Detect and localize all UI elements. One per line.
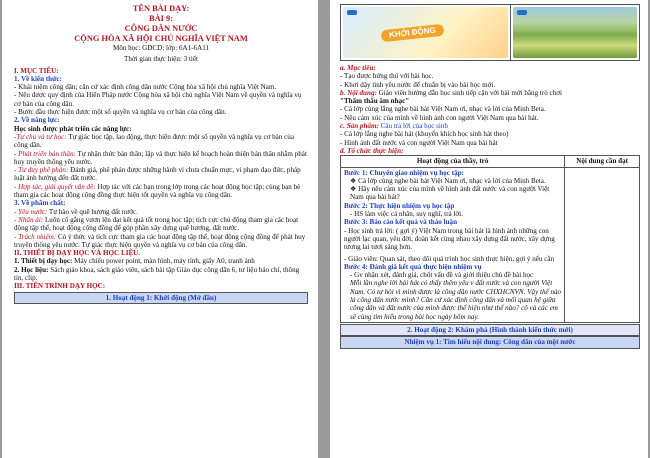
lesson-name-label: TÊN BÀI DẠY: <box>132 4 190 13</box>
task-1-header: Nhiệm vụ 1: Tìm hiểu nội dung: Công dân của một nước <box>340 336 640 348</box>
table-header-content: Nội dung cần đạt <box>565 156 640 167</box>
organization-label: d. Tổ chức thực hiện: <box>340 146 404 155</box>
subsection-qualities: 3. Về phẩm chất: <box>14 199 66 208</box>
equipment-item: 1. Thiết bị dạy học: Máy chiếu power point, màn hình, máy tính, giấy A0, tranh ảnh <box>14 257 255 266</box>
step-3-title: Bước 3: Báo cáo kết quả và thảo luận <box>344 218 458 227</box>
game-name: "Thẩm thấu âm nhạc" <box>340 97 410 106</box>
content-item: - Nêu cảm xúc của mình về hình ảnh con người Việt Nam qua bài hát. <box>340 113 539 122</box>
competence-item: - Hợp tác, giải quyết vấn đề: Hợp tác với các bạn trong lớp trong các hoạt động học tập; cùng bạn bè tham gia các hoạt động cộng đồng thực hiện tốt quyền và nghĩa vụ công dân. <box>14 182 301 200</box>
warmup-slide-image <box>343 7 508 58</box>
step-1-title: Bước 1: Chuyển giao nhiệm vụ học tập: <box>344 168 464 177</box>
subject-info: Môn học: GDCD; lớp: 6A1-6A11 <box>112 44 210 52</box>
page-left <box>2 0 318 458</box>
section-equipment: II. THIẾT BỊ DẠY HỌC VÀ HỌC LIỆU. <box>14 249 141 258</box>
competence-item: -Tự chủ và tự học: Tự giác học tập, lao động, thực hiện được một số quyền và nghĩa vụ cơ bản của công dân. <box>14 132 294 150</box>
duration-info: Thời gian thực hiện: 3 tiết <box>124 55 198 64</box>
activity-table <box>340 155 640 323</box>
product-line: c. Sản phẩm: Câu trả lời của học sinh <box>340 122 448 131</box>
step-item: - Gv nhận xét, đánh giá, chốt vấn đề và giới thiệu chủ đề bài học <box>350 271 534 280</box>
page-right <box>330 0 648 458</box>
lesson-title-1: CÔNG DÂN NƯỚC <box>124 24 198 33</box>
materials-item: 2. Học liệu: Sách giáo khoa, sách giáo viên, sách bài tập Giáo dục công dân 6, tư liệu báo chí, thông tin, clip. <box>14 265 300 283</box>
content-line: b. Nội dung: Giáo viên hướng dẫn học sinh tiếp cận với bài mới bằng trò chơi <box>340 88 562 97</box>
lesson-number: BÀI 9: <box>149 14 173 23</box>
logo-icon <box>517 10 527 15</box>
table-header-activities: Hoạt động của thầy, trò <box>341 156 565 167</box>
content-item: - Cả lớp cùng lắng nghe bài hát Việt Nam ơi, nhạc và lời của Minh Beta. <box>340 105 546 114</box>
rice-terrace-image <box>513 7 637 58</box>
table-cell-content <box>565 167 640 322</box>
activity-2-header: 2. Hoạt động 2: Khám phá (Hình thành kiến thức mới) <box>340 324 640 336</box>
media-row <box>340 4 640 61</box>
step-item: - Giáo viên: Quan sát, theo dõi quá trình học sinh thực hiện, gợi ý nếu cần <box>344 254 555 263</box>
quality-item: - Trách nhiệm: Có ý thức và tích cực tham gia các hoạt động tập thể, hoạt động cộng đồng để phát huy truyền thống yêu nước. Tự giác thực hiện quyền và nghĩa vụ cơ bản của công dân. <box>14 232 306 249</box>
competence-heading: Học sinh được phát triển các năng lực: <box>14 124 132 133</box>
step-item: ❖ Cả lớp cùng nghe bài hát Việt Nam ơi, nhạc và lời của Minh Beta. <box>350 176 546 185</box>
objective-item: - Khơi dậy tình yêu nước để chuẩn bị vào bài học mới. <box>340 80 496 89</box>
section-process: III. TIẾN TRÌNH DẠY HỌC: <box>14 282 106 291</box>
competence-item: - Tư duy phê phán: Đánh giá, phê phán được những hành vi chưa chuẩn mực, vi phạm đạo đức, pháp luật ảnh hưởng đến đất nước. <box>14 166 301 183</box>
product-item: - Cả lớp lắng nghe bài hát (khuyến khích học sinh hát theo) <box>340 130 509 139</box>
step-item: ❖ Hãy nêu cảm xúc của mình về hình ảnh đất nước và con người Việt Nam qua bài hát? <box>350 185 550 202</box>
logo-icon <box>347 10 357 15</box>
objective-item: - Tạo được hứng thú với bài học. <box>340 72 434 81</box>
subsection-competence: 2. Về năng lực: <box>14 116 60 125</box>
knowledge-item: - Bước đầu thực hiện được một số quyền và nghĩa vụ cơ bản của công dân. <box>14 108 227 117</box>
table-cell-activities <box>341 167 565 322</box>
quality-item: - Nhân ái: Luôn cố gắng vươn lên đạt kết quả tốt trong học tập; tích cực chủ động tham gia các hoạt động tập thể, hoạt động cộng đồng để góp phần xây dựng quê hương, đất nước. <box>14 215 299 233</box>
section-objectives: I. MỤC TIÊU: <box>14 66 59 75</box>
competence-item: - Phát triển bản thân: Tự nhận thức bản thân; lập và thực hiện kế hoạch hoàn thiện bản thân nhằm phát huy truyền thống yêu nước. <box>14 149 307 166</box>
subsection-knowledge: 1. Về kiến thức: <box>14 74 62 83</box>
quality-item: - Yêu nước: Tự hào về quê hương đất nước. <box>14 207 138 216</box>
knowledge-item: - Khái niệm công dân; căn cứ xác định công dân nước Cộng hòa xã hội chủ nghĩa Việt Nam. <box>14 83 277 92</box>
teacher-intro-text: Mỗi lần nghe lời bài hát có thấy thêm yêu v đất nước và con người Việt Nam. Có tự hỏi vì mình được là công dân nước CHXHCNVN. Vậy thế nào là công dân nước mình? Căn cứ xác định công dân và mối quan hệ giữa công dân và đất nước của mình được thể hiện như thế nào? cô và các em sẽ cùng tìm hiểu trong bài học ngày hôm nay. <box>350 279 562 321</box>
knowledge-item: - Nêu được quy định của Hiến Pháp nước Cộng hòa xã hội chủ nghĩa Việt Nam về quyền và nghĩa vụ cơ bản của công dân. <box>14 91 302 108</box>
step-item: - HS làm việc cá nhân, suy nghĩ, trả lời. <box>350 210 463 219</box>
product-item: - Hình ảnh đất nước và con người Việt Nam qua bài hát <box>340 138 498 147</box>
lesson-title-2: CỘNG HÒA XÃ HỘI CHỦ NGHĨA VIỆT NAM <box>74 34 248 43</box>
warmup-badge: KHỞI ĐỘNG <box>381 24 445 43</box>
step-4-title: Bước 4: Đánh giá kết quả thực hiện nhiệm vụ <box>344 262 482 271</box>
objective-label: a. Mục tiêu: <box>340 64 376 72</box>
step-2-title: Bước 2: Thực hiện nhiệm vụ học tập <box>344 201 455 210</box>
activity-1-header: 1. Hoạt động 1: Khởi động (Mở đầu) <box>14 292 308 304</box>
step-item: - Học sinh trả lời: ( gợi ý) Việt Nam trong bài hát là hình ảnh những con người lạc quan, yêu đời, đoàn kết cùng nhau xây dựng đất nước, xây dựng tương lai tươi sáng hơn. <box>344 226 555 252</box>
